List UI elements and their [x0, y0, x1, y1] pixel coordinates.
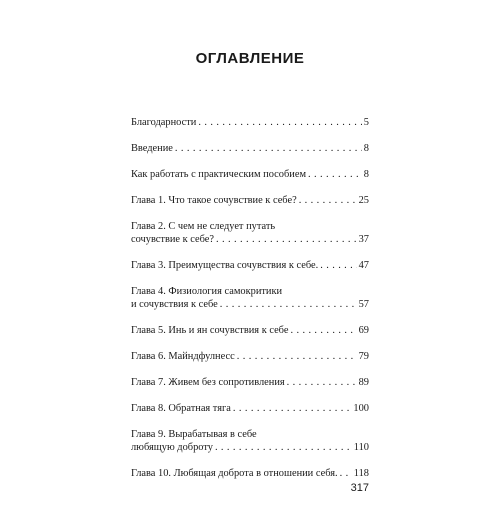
toc-entry-page: 79: [358, 351, 369, 362]
toc-entry-page: 110: [353, 442, 369, 453]
toc-entry-line: [131, 220, 369, 233]
dot-leader: [287, 376, 357, 389]
toc-entry-title: Глава 3. Преимущества сочувствия к себе.: [131, 260, 319, 271]
toc-entry[interactable]: [131, 259, 369, 272]
toc-entry-page: 100: [353, 403, 369, 414]
toc-entry-line: [131, 298, 369, 311]
toc-entry[interactable]: [131, 194, 369, 207]
toc-entry-page: 118: [353, 468, 369, 479]
toc-entry[interactable]: [131, 285, 369, 311]
dot-leader: [290, 324, 356, 337]
toc-entry-line: [131, 467, 369, 480]
toc-entry-page: 37: [358, 234, 369, 245]
toc-entry-title: Введение: [131, 143, 173, 154]
toc-entry[interactable]: [131, 142, 369, 155]
toc-entry[interactable]: [131, 376, 369, 389]
toc-entry-title: Благодарности: [131, 117, 197, 128]
toc-entry-page: 69: [358, 325, 369, 336]
dot-leader: [233, 402, 352, 415]
toc-entry-line: [131, 428, 369, 441]
toc-entry-line: [131, 259, 369, 272]
dot-leader: [216, 233, 357, 246]
toc-entry-title: Как работать с практическим пособием: [131, 169, 307, 180]
toc-entry-title: Глава 8. Обратная тяга: [131, 403, 231, 414]
page-number: 317: [350, 482, 369, 494]
toc-entry-line: [131, 168, 369, 181]
toc-entry[interactable]: [131, 350, 369, 363]
toc-entry-title: Глава 5. Инь и ян сочувствия к себе: [131, 325, 289, 336]
toc-entry[interactable]: [131, 116, 369, 129]
toc-entry-line: [131, 376, 369, 389]
toc-entry-line: [131, 194, 369, 207]
toc-entry[interactable]: [131, 467, 369, 480]
toc-entry-line: [131, 142, 369, 155]
toc-entry-title: Глава 4. Физиология самокритики: [131, 286, 283, 297]
toc-entry[interactable]: [131, 428, 369, 454]
toc-entry-line: [131, 285, 369, 298]
toc-entry-page: 57: [358, 299, 369, 310]
toc-entry-line: [131, 116, 369, 129]
toc-entry-title: Глава 1. Что такое сочувствие к себе?: [131, 195, 297, 206]
toc-entry-line: [131, 402, 369, 415]
toc-entry[interactable]: [131, 324, 369, 337]
toc-entry-title: Глава 7. Живем без сопротивления: [131, 377, 285, 388]
dot-leader: [220, 298, 357, 311]
toc-entry-line: [131, 350, 369, 363]
dot-leader: [237, 350, 357, 363]
toc-entry-title: и сочувствия к себе: [131, 299, 218, 310]
toc-entry-page: 5: [363, 117, 369, 128]
dot-leader: [215, 441, 352, 454]
toc-entry-title: Глава 6. Майндфулнесс: [131, 351, 235, 362]
toc-entry[interactable]: [131, 402, 369, 415]
toc-entry-page: 89: [358, 377, 369, 388]
toc-entry-page: 47: [358, 260, 369, 271]
dot-leader: [308, 168, 362, 181]
dot-leader: [340, 467, 352, 480]
toc-entry[interactable]: [131, 168, 369, 181]
toc-entry-page: 25: [358, 195, 369, 206]
toc-entry-title: любящую доброту: [131, 442, 213, 453]
toc-entry-line: [131, 324, 369, 337]
page-title: ОГЛАВЛЕНИЕ: [195, 50, 305, 67]
dot-leader: [198, 116, 361, 129]
toc-entry-page: 8: [363, 143, 369, 154]
dot-leader: [320, 259, 356, 272]
toc-entry-line: [131, 441, 369, 454]
toc-entry-title: сочувствие к себе?: [131, 234, 215, 245]
dot-leader: [175, 142, 362, 155]
dot-leader: [299, 194, 357, 207]
toc-entry-title: Глава 9. Вырабатывая в себе: [131, 429, 257, 440]
toc-entry-line: [131, 233, 369, 246]
toc-entry-title: Глава 10. Любящая доброта в отношении себя.: [131, 468, 338, 479]
toc-entry[interactable]: [131, 220, 369, 246]
toc-entry-page: 8: [363, 169, 369, 180]
toc-entry-title: Глава 2. С чем не следует путать: [131, 221, 276, 232]
